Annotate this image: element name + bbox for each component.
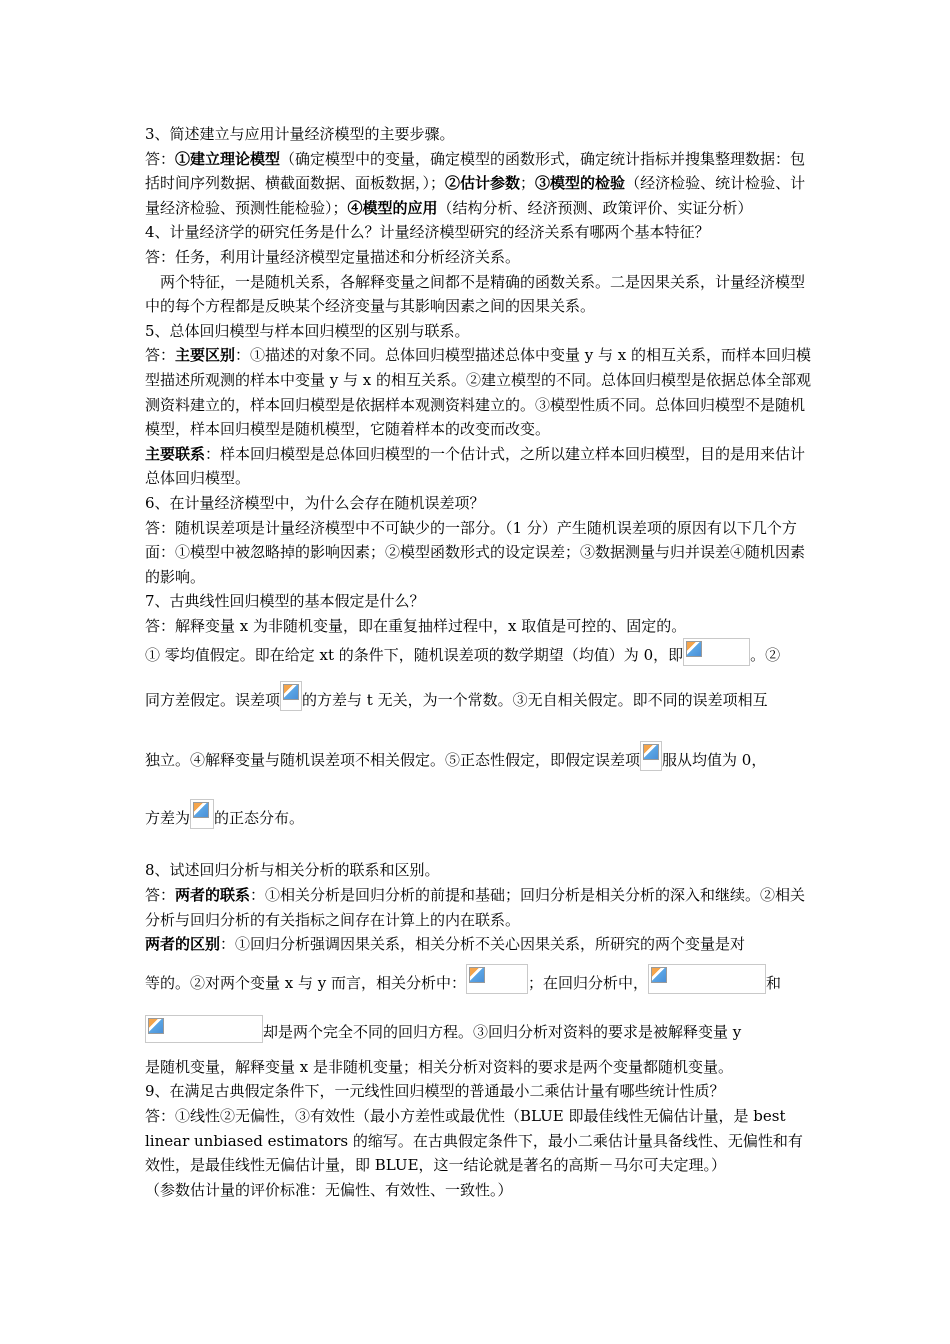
q3-title: 3、简述建立与应用计量经济模型的主要步骤。: [145, 125, 455, 143]
paragraph-gap: [145, 846, 813, 858]
q5-link-label: 主要联系: [145, 444, 206, 463]
q5-difference-text: ：①描述的对象不同。总体回归模型描述总体中变量 y 与 x 的相互关系，而样本回归模型描述所观测的样本中变量 y 与 x 的相互关系。②建立模型的不同。总体回归模型是依据总体全部观测资料建立的，样本回归模型是依据样本观测资料建立的。③模型性质不同。总体回归模型不是随机模型，样本回归模型是随机模型，它随着样本的改变而改变。: [145, 346, 812, 439]
q9-answer: 答：①线性②无偏性，③有效性（最小方差性或最优性（BLUE 即最佳线性无偏估计量，是 best linear unbiased estimators 的缩写。在古典假定条件下，最小二乘估计量具备线性、无偏性和有效性，是最佳线性无偏估计量，即 BLUE，这一结论就是著名的高斯－马尔可夫定理。）: [145, 1107, 803, 1175]
q5-link-text: ：样本回归模型是总体回归模型的一个估计式，之所以建立样本回归模型，目的是用来估计总体回归模型。: [145, 444, 806, 488]
q7-homoscedasticity: 同方差假定。误差项: [145, 691, 281, 710]
q8-title: 8、试述回归分析与相关分析的联系和区别。: [145, 861, 440, 880]
q3-step3-detail: （经济检验、统计检验、计量经济检验、预测性能检验）；: [145, 174, 806, 217]
q9-title: 9、在满足古典假定条件下，一元线性回归模型的普通最小二乘估计量有哪些统计性质？: [145, 1082, 725, 1101]
q7-line-2: [145, 670, 813, 730]
q7-answer-intro: 答：解释变量 x 为非随机变量，即在重复抽样过程中，x 取值是可控的、固定的。: [145, 616, 687, 635]
broken-image-icon: [469, 967, 485, 983]
q3-step3: ③模型的检验: [535, 174, 626, 193]
q3-step1: ①建立理论模型: [175, 149, 281, 168]
q8-answer-link: [145, 883, 813, 932]
q3-step4-detail: （结构分析、经济预测、政策评价、实证分析）: [437, 198, 753, 217]
q3-step2: ②估计参数: [445, 174, 521, 193]
q3-step1-detail: （确定模型中的变量，确定模型的函数形式，确定统计指标并搜集整理数据：包括时间序列数据、横截面数据、面板数据，）；: [145, 149, 806, 193]
q7-line-4: [145, 790, 813, 846]
broken-image-icon: [651, 967, 667, 983]
q4-answer-task: 答：任务，利用计量经济模型定量描述和分析经济关系。: [145, 247, 521, 266]
answer-prefix: 答：: [145, 886, 176, 905]
q7-no-autocorrelation: 的方差与 t 无关，为一个常数。③无自相关假定。即不同的误差项相互: [302, 691, 768, 710]
q8-regression-text: ；在回归分析中，: [528, 973, 649, 992]
formula-image-error-term-2: [640, 741, 662, 771]
broken-image-icon: [643, 744, 659, 760]
q7-line-1-end: 。②: [750, 646, 781, 665]
formula-image-variance: [190, 799, 214, 829]
q8-link-text: ：①相关分析是回归分析的前提和基础；回归分析是相关分析的深入和继续。②相关分析与回归分析的有关指标之间存在计算上的内在联系。: [145, 886, 806, 929]
q8-different-equations: 却是两个完全不同的回归方程。③回归分析对资料的要求是被解释变量 y: [263, 1022, 742, 1041]
formula-image-error-term: [280, 681, 302, 711]
q9-note: （参数估计量的评价标准：无偏性、有效性、一致性。）: [145, 1180, 513, 1199]
q7-variance-label: 方差为: [145, 809, 191, 828]
q3-step4: ④模型的应用: [347, 198, 438, 217]
formula-image-zero-mean: [683, 638, 750, 666]
q7-independence-normality: 独立。④解释变量与随机误差项不相关假定。⑤正态性假定，即假定误差项: [145, 751, 641, 770]
q8-answer-difference: [145, 932, 813, 957]
q8-link-label: 两者的联系: [175, 886, 251, 905]
formula-image-regression-1: [648, 964, 766, 994]
q5-answer-link: [145, 442, 813, 491]
q6-title: 6、在计量经济模型中，为什么会存在随机误差项？: [145, 493, 485, 512]
q7-zero-mean: ① 零均值假定。即在给定 xt 的条件下，随机误差项的数学期望（均值）为 0，即: [145, 646, 684, 665]
q7-normal-mean: 服从均值为 0，: [662, 751, 767, 770]
broken-image-icon: [193, 802, 209, 818]
broken-image-icon: [148, 1018, 164, 1034]
q8-line-4: 是随机变量，解释变量 x 是非随机变量；相关分析对资料的要求是两个变量都随机变量。: [145, 1057, 733, 1076]
q7-line-3: [145, 730, 813, 790]
q7-line-1: [145, 638, 813, 670]
q4-title: 4、计量经济学的研究任务是什么？计量经济模型研究的经济关系有哪两个基本特征？: [145, 223, 710, 242]
broken-image-icon: [283, 684, 299, 700]
broken-image-icon: [686, 641, 702, 657]
q8-difference-text: ：①回归分析强调因果关系，相关分析不关心因果关系，所研究的两个变量是对: [220, 935, 746, 954]
q3-step2-detail: ；: [520, 174, 536, 193]
document-page: [145, 122, 813, 1202]
q8-line-2: [145, 957, 813, 1009]
formula-image-correlation: [466, 964, 528, 994]
q8-line-3: [145, 1009, 813, 1055]
formula-image-regression-2: [145, 1015, 263, 1043]
q8-and: 和: [766, 973, 782, 992]
q7-normal-distribution: 的正态分布。: [214, 809, 305, 828]
answer-prefix: 答：: [145, 346, 176, 365]
q4-answer-features: 两个特征，一是随机关系，各解释变量之间都不是精确的函数关系。二是因果关系，计量经济模型中的每个方程都是反映某个经济变量与其影响因素之间的因果关系。: [145, 272, 806, 316]
q5-title: 5、总体回归模型与样本回归模型的区别与联系。: [145, 321, 470, 340]
q8-correlation-text: 等的。②对两个变量 x 与 y 而言，相关分析中：: [145, 973, 467, 992]
q5-answer-difference: [145, 343, 813, 441]
answer-prefix: 答：: [145, 149, 176, 168]
q3-answer: [145, 147, 813, 221]
q7-title: 7、古典线性回归模型的基本假定是什么？: [145, 592, 425, 611]
q5-difference-label: 主要区别: [175, 346, 236, 365]
q6-answer: 答：随机误差项是计量经济模型中不可缺少的一部分。（1 分）产生随机误差项的原因有以下几个方面：①模型中被忽略掉的影响因素；②模型函数形式的设定误差；③数据测量与归并误差④随机因素的影响。: [145, 518, 806, 586]
q8-difference-label: 两者的区别: [145, 935, 221, 954]
